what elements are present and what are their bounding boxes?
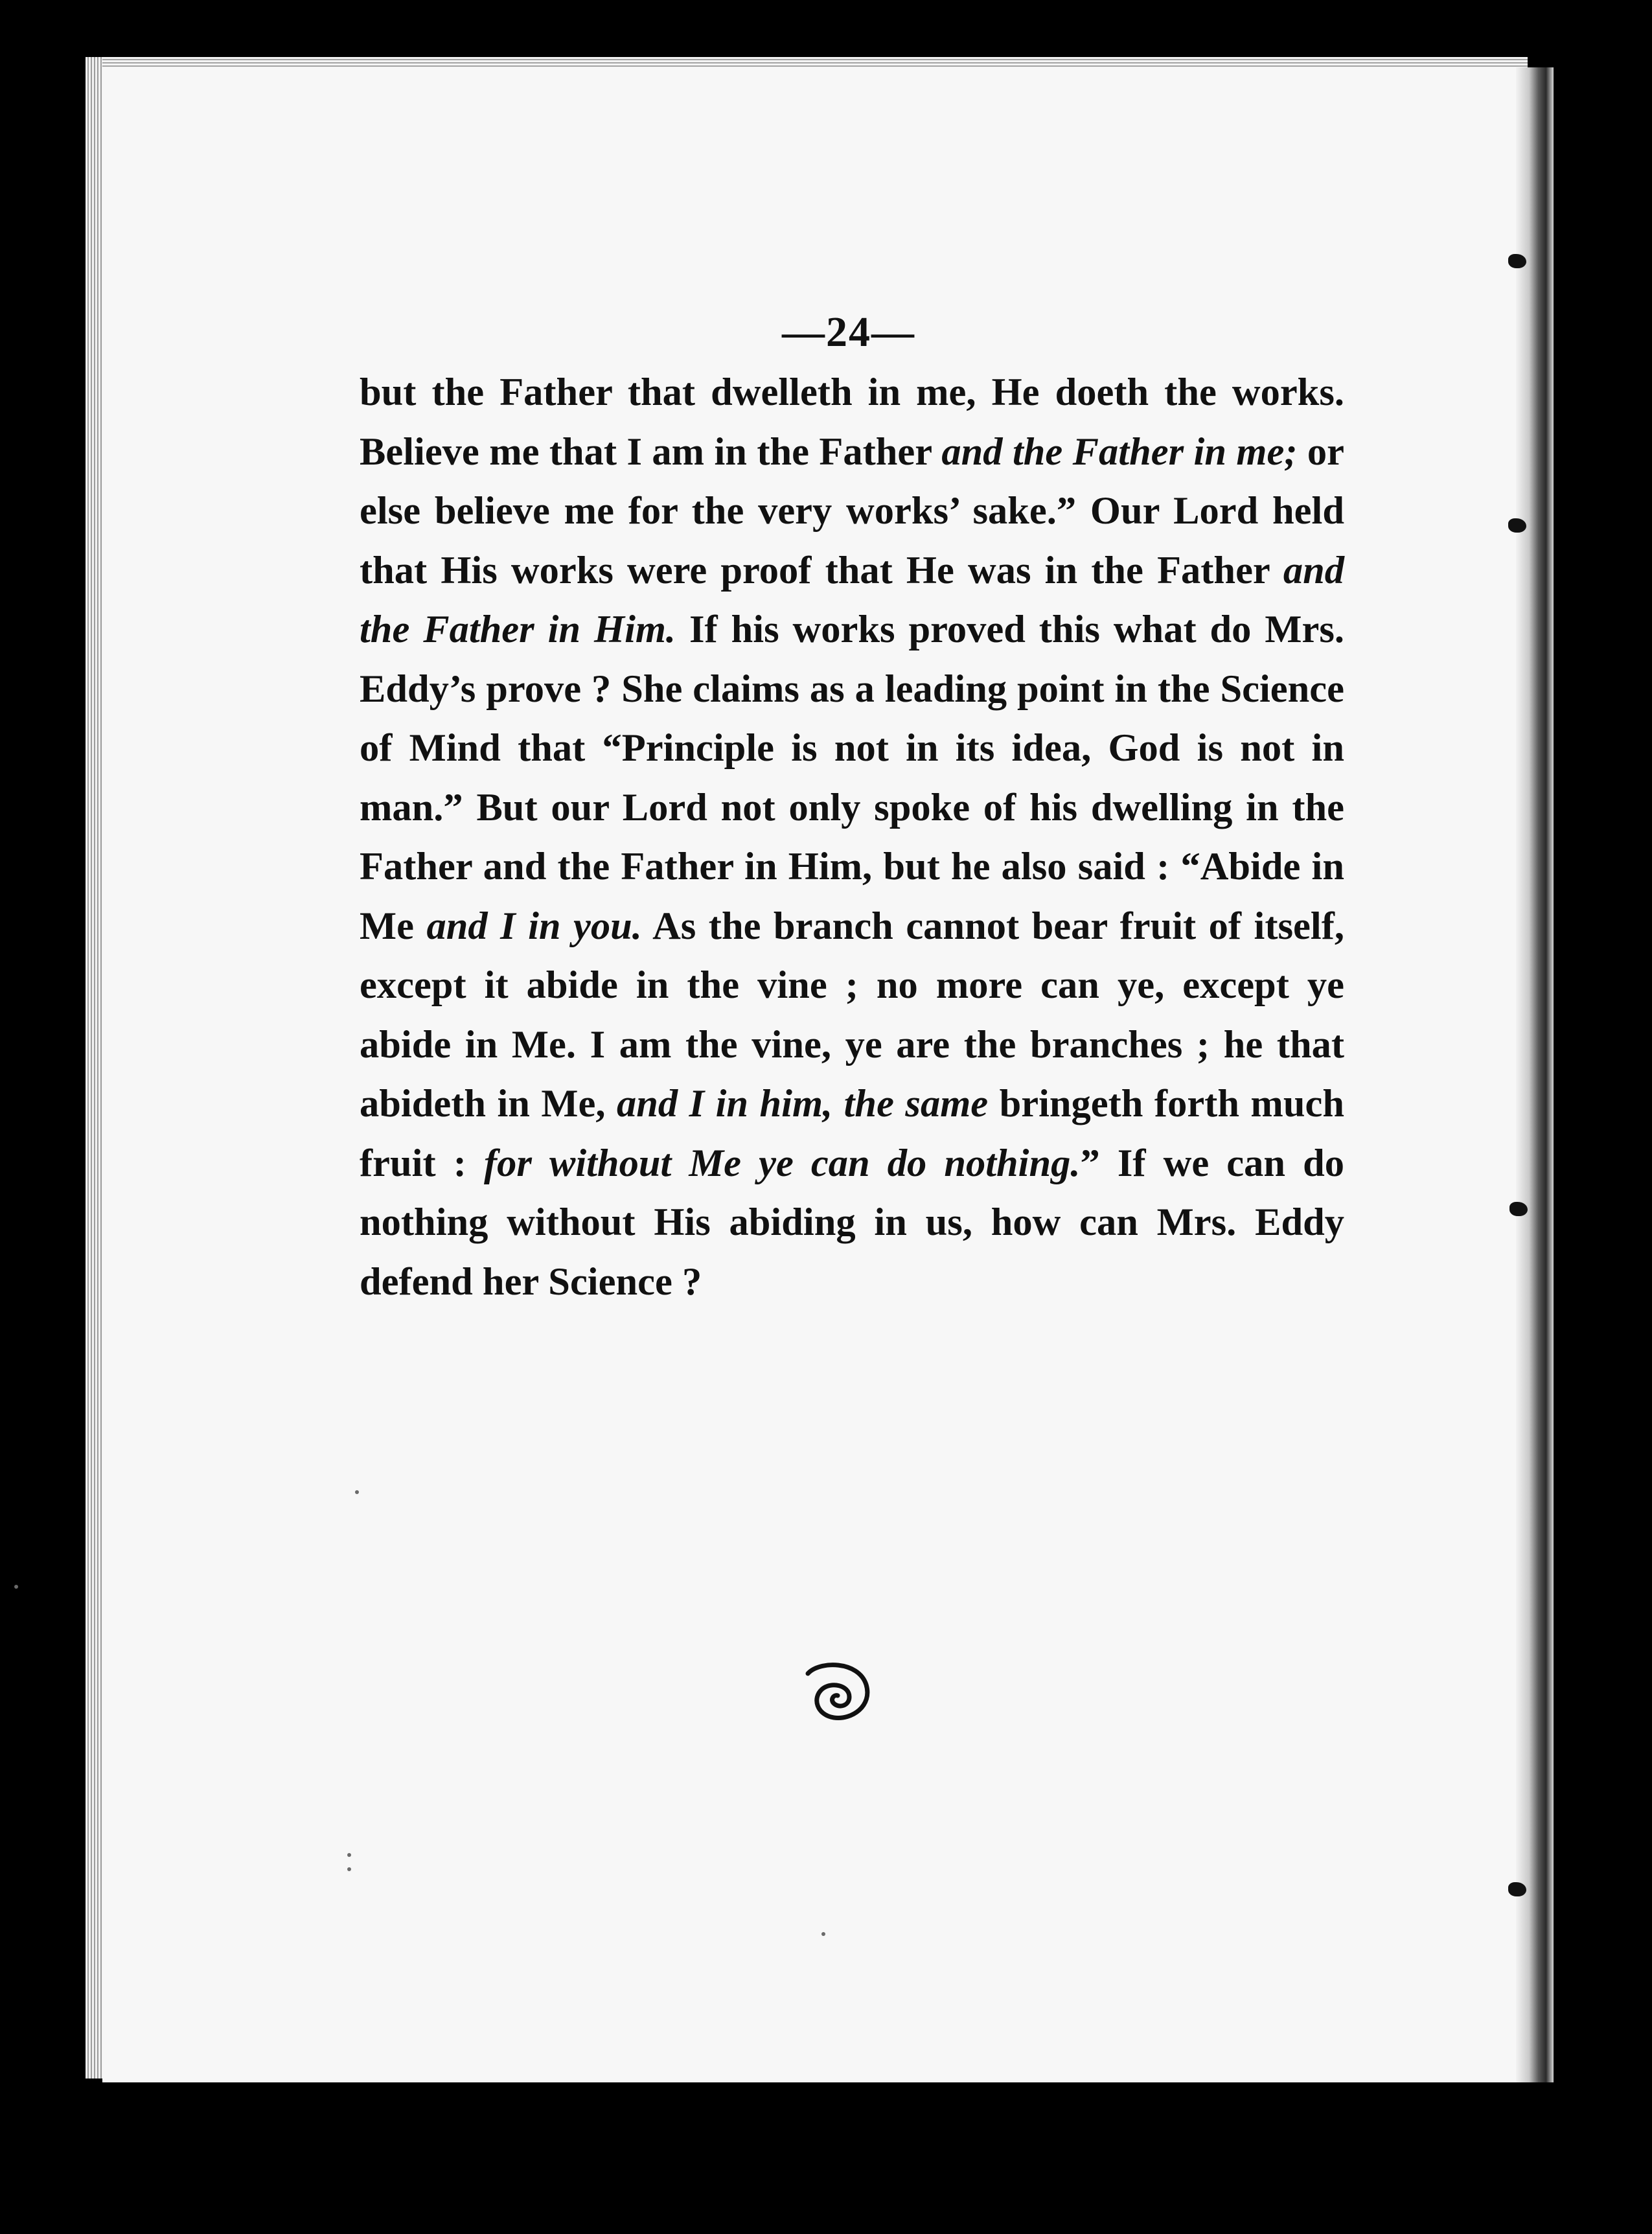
page-number: —24— xyxy=(782,308,915,356)
paper-speck xyxy=(347,1853,351,1857)
text-run: but the Father that dwelleth in me, He doeth the works. Believe me that I am in the Father xyxy=(360,371,1344,474)
italic-text-run: and the Father in Him. xyxy=(360,548,1344,651)
italic-text-run: and I in him, the same xyxy=(616,1082,989,1125)
text-run: ” If we can do nothing without His abiding in us, how can Mrs. Eddy defend her Science ? xyxy=(360,1141,1344,1304)
spiral-ornament-path xyxy=(808,1665,867,1718)
spiral-ornament-icon xyxy=(794,1655,878,1727)
italic-text-run: and the Father in me; xyxy=(941,430,1298,474)
paper-speck xyxy=(347,1867,351,1871)
book-binding xyxy=(1516,67,1554,2082)
binding-stitch-mark xyxy=(1508,254,1526,268)
body-paragraph xyxy=(360,363,1344,1311)
text-run: If his works proved this what do Mrs. Eddy’s prove ? She claims as a leading point in the Science of Mind that “Principle is not in its idea, God is not in man.” But our Lord not only spoke of his dwelling in the Father and the Father in Him, but he also said : “Abide in Me xyxy=(360,608,1344,948)
paper-speck xyxy=(14,1585,18,1589)
page-edge-stack xyxy=(86,57,102,2079)
binding-stitch-mark xyxy=(1508,1882,1526,1896)
binding-stitch-mark xyxy=(1509,1202,1528,1216)
text-run: or else believe me for the very works’ sake.” Our Lord held that His works were proof that He was in the Father xyxy=(360,430,1344,592)
paper-speck xyxy=(821,1932,825,1936)
text-run: bringeth forth much fruit : xyxy=(360,1082,1344,1185)
italic-text-run: for without Me ye can do nothing. xyxy=(483,1141,1081,1185)
text-run: As the branch cannot bear fruit of itself, except it abide in the vine ; no more can ye, except ye abide in Me. I am the vine, ye are the branches ; he that abideth in Me, xyxy=(360,904,1344,1125)
binding-stitch-mark xyxy=(1508,518,1526,533)
paper-speck xyxy=(355,1490,359,1494)
italic-text-run: and I in you. xyxy=(426,904,642,948)
